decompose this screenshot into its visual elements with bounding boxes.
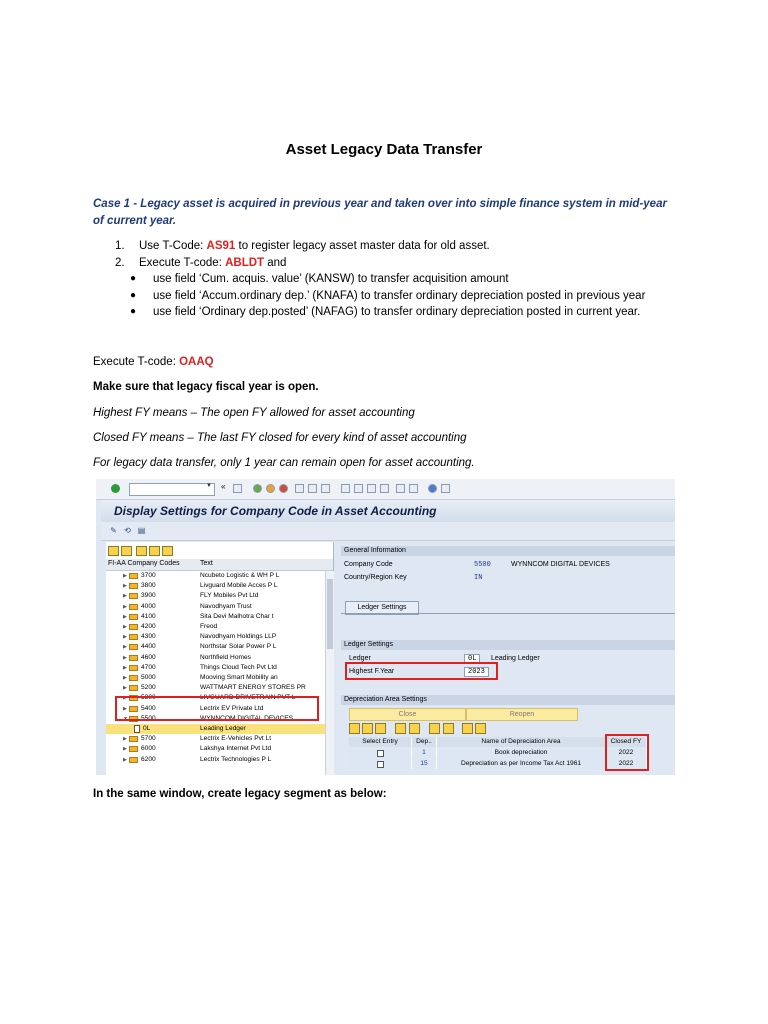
document-icon [134, 725, 140, 733]
bullet-2: ● use field ‘Accum.ordinary dep.’ (KNAFA) to transfer ordinary depreciation posted in previous year [130, 289, 646, 302]
layout-icon[interactable] [443, 723, 454, 734]
folder-icon [129, 757, 138, 763]
step-1: 1. Use T-Code: AS91 to register legacy asset master data for old asset. [115, 240, 490, 252]
company-code-tree [106, 542, 334, 775]
expand-arrow-icon[interactable]: ▶ [123, 624, 127, 630]
expand-arrow-icon[interactable]: ▶ [123, 593, 127, 600]
tree-scrollbar[interactable] [325, 571, 334, 775]
tree-row-name: Sita Devi Malhotra Char t [200, 612, 274, 620]
ledger-label: Ledger [349, 655, 371, 662]
highest-fy-note: Highest FY means – The open FY allowed for asset accounting [93, 407, 415, 419]
tree-row-name: Leading Ledger [200, 725, 246, 732]
tree-row-code: 4200 [141, 623, 156, 630]
settings-icon[interactable] [462, 723, 473, 734]
tree-row-code: 4000 [141, 602, 156, 610]
next-page-icon[interactable] [367, 484, 376, 493]
tree-row-code: 4700 [141, 663, 156, 671]
tree-row-code: 5300 [141, 694, 156, 702]
tree-row-name: Lectrix EV Private Ltd [200, 704, 264, 712]
dep-area-header: Depreciation Area Settings [341, 695, 675, 705]
folder-icon [129, 593, 138, 599]
tree-row-name: Lectrix Technologies P L [200, 755, 272, 763]
info-icon[interactable] [475, 723, 486, 734]
sap-screenshot [96, 479, 675, 775]
tree-row-name: Navodhyam Holdings LLP [200, 633, 277, 641]
scrollbar-thumb[interactable] [327, 579, 333, 649]
folder-icon [129, 624, 138, 630]
tree-row-code: 4600 [141, 653, 156, 661]
folder-icon [129, 604, 138, 610]
col-dep: Dep.. [412, 737, 437, 747]
tree-row-code: 5200 [141, 684, 156, 692]
command-field[interactable] [129, 483, 215, 496]
new-session-icon[interactable] [396, 484, 405, 493]
select-checkbox[interactable] [377, 750, 384, 757]
ledger-settings-header: Ledger Settings [341, 640, 675, 650]
expand-arrow-icon[interactable]: ▼ [123, 715, 128, 722]
exit-icon[interactable] [266, 484, 275, 493]
tree-row[interactable] [106, 734, 333, 744]
tree-row-code: 4300 [141, 633, 156, 641]
filter-icon[interactable] [362, 723, 373, 734]
folder-icon [129, 573, 138, 579]
tree-row-name: Things Cloud Tech Pvt Ltd [200, 663, 277, 671]
layout-icon[interactable] [441, 484, 450, 493]
tree-row[interactable] [106, 744, 333, 754]
tcode-abldt: ABLDT [225, 256, 265, 269]
ledger-field[interactable]: 0L [464, 654, 480, 664]
tree-row-code: 3800 [141, 582, 156, 590]
execute-oaaq: Execute T-code: OAAQ [93, 356, 214, 368]
expand-arrow-icon[interactable]: ▶ [123, 664, 127, 671]
select-entry-cell[interactable] [349, 748, 412, 758]
tree-row-name: FLY Mobiles Pvt Ltd [200, 592, 259, 600]
prev-page-icon[interactable] [354, 484, 363, 493]
tree-row-code: 5700 [141, 735, 156, 743]
find-next-icon[interactable] [149, 546, 160, 556]
tree-row-name: Northfield Homes [200, 653, 251, 661]
collapse-icon[interactable] [121, 546, 132, 556]
dep-cell: 15 [412, 759, 437, 769]
tree-row[interactable] [106, 571, 333, 581]
tab-underline [341, 613, 675, 614]
expand-arrow-icon[interactable]: ▶ [123, 573, 127, 579]
col-closed-fy: Closed FY [606, 737, 647, 747]
tree-row-name: WYNNCOM DIGITAL DEVICES [200, 714, 294, 722]
tree-row[interactable] [106, 653, 333, 663]
tcode-oaaq: OAAQ [179, 356, 214, 368]
folder-icon [129, 736, 138, 742]
tree-row-code: 4100 [141, 612, 156, 620]
details-icon[interactable] [395, 723, 406, 734]
expand-arrow-icon[interactable]: ▶ [123, 583, 127, 590]
tree-header [106, 559, 333, 571]
make-sure-note: Make sure that legacy fiscal year is open. [93, 381, 319, 393]
tree-row[interactable] [106, 612, 333, 622]
bullet-3: ● use field ‘Ordinary dep.posted’ (NAFAG) to transfer ordinary depreciation posted in current year. [130, 306, 641, 318]
tree-row-name: Mooving Smart Mobility an [200, 674, 278, 681]
tree-row-name: Freod [200, 623, 218, 630]
folder-icon [129, 746, 138, 752]
closed-fy-note: Closed FY means – The last FY closed for every kind of asset accounting [93, 432, 467, 444]
help-icon[interactable] [428, 484, 437, 493]
tree-row[interactable] [106, 581, 333, 591]
tree-row-code: 6000 [141, 745, 156, 753]
expand-arrow-icon[interactable]: ▶ [123, 685, 127, 692]
tree-col-company-codes: FI-AA Company Codes [108, 560, 180, 567]
company-name-value: WYNNCOM DIGITAL DEVICES [511, 561, 610, 568]
display-change-icon[interactable]: ⟲ [124, 526, 131, 535]
steps-list [93, 238, 693, 321]
details-panel [339, 542, 675, 775]
sap-system-toolbar [96, 479, 675, 500]
find-icon[interactable] [136, 546, 147, 556]
col-select-entry: Select Entry [349, 737, 412, 747]
tree-row-name: Ncubeto Logistic & WH P L [200, 572, 280, 579]
print-icon[interactable] [295, 484, 304, 493]
company-code-label: Company Code [344, 561, 393, 568]
expand-arrow-icon[interactable]: ▶ [123, 756, 127, 763]
find-icon[interactable] [308, 484, 317, 493]
tree-row[interactable] [106, 673, 333, 683]
folder-icon [129, 644, 138, 650]
select-entry-cell[interactable] [349, 759, 412, 769]
folder-icon [129, 614, 138, 620]
closed-fy-cell: 2022 [606, 748, 647, 758]
case-heading: Case 1 - Legacy asset is acquired in previous year and taken over into simple finance system in mid-year of current year. [93, 198, 667, 227]
shortcut-icon[interactable] [409, 484, 418, 493]
tree-row-name: WATTMART ENERGY STORES PR [200, 684, 306, 692]
tree-row-code: 5400 [141, 704, 156, 712]
tree-row[interactable] [106, 663, 333, 673]
tree-row-code: 5000 [141, 674, 156, 681]
document-title: Asset Legacy Data Transfer [285, 141, 483, 158]
tree-row-name: LIVGUARD DRIVETRAIN PVT L [200, 694, 296, 702]
folder-icon [129, 655, 138, 661]
dep-cell: 1 [412, 748, 437, 758]
tree-row-code: 6200 [141, 755, 156, 763]
sap-title-bar [101, 500, 675, 522]
col-name-dep-area: Name of Depreciation Area [437, 737, 606, 747]
country-label: Country/Region Key [344, 574, 407, 581]
select-checkbox[interactable] [377, 761, 384, 768]
tcode-as91: AS91 [206, 240, 236, 252]
tree-row-name: Livguard Mobile Acces P L [200, 582, 278, 590]
other-object-icon[interactable]: ▤ [137, 526, 146, 535]
general-info-header: General Information [341, 546, 675, 556]
folder-icon [129, 685, 138, 691]
expand-arrow-icon[interactable]: ▶ [123, 695, 127, 702]
export-icon[interactable] [429, 723, 440, 734]
folder-icon [129, 583, 138, 589]
tree-row-code: 3900 [141, 592, 156, 600]
folder-icon [129, 665, 138, 671]
tree-row-code: 4400 [141, 643, 156, 651]
tree-row-name: Lakshya Internet Pvt Ltd [200, 745, 272, 753]
ledger-name: Leading Ledger [491, 655, 540, 662]
chevron-down-icon[interactable]: ▼ [206, 483, 212, 489]
expand-arrow-icon[interactable]: ▶ [123, 634, 127, 641]
highlight-box-highest-fy [345, 662, 498, 680]
print-icon[interactable] [409, 723, 420, 734]
table-toolbar [349, 722, 529, 735]
highlight-box-5500 [115, 696, 319, 721]
tree-row-code: 5500 [141, 714, 156, 722]
highlight-box-closed-fy [605, 734, 649, 771]
sap-screen-title: Display Settings for Company Code in Asset Accounting [114, 504, 437, 518]
tree-row[interactable] [106, 632, 333, 642]
tree-row[interactable] [106, 622, 333, 632]
expand-arrow-icon[interactable]: ▶ [123, 644, 127, 651]
back-icon[interactable] [253, 484, 262, 493]
sap-application-toolbar [101, 522, 675, 541]
country-value: IN [474, 574, 483, 582]
tree-row[interactable] [106, 724, 333, 734]
expand-arrow-icon[interactable]: ▶ [123, 603, 127, 610]
expand-arrow-icon[interactable]: ▶ [123, 736, 127, 743]
expand-arrow-icon[interactable]: ▶ [123, 675, 127, 681]
edit-icon[interactable]: ✎ [110, 526, 117, 535]
expand-icon[interactable] [108, 546, 119, 556]
last-page-icon[interactable] [380, 484, 389, 493]
enter-icon[interactable] [111, 484, 120, 493]
tree-row-code: 3700 [141, 572, 156, 579]
expand-arrow-icon[interactable]: ▶ [123, 613, 127, 620]
dep-name-cell: Depreciation as per Income Tax Act 1961 [437, 759, 606, 769]
reopen-button[interactable]: Reopen [466, 708, 578, 721]
save-icon[interactable] [233, 484, 242, 493]
highest-fy-label: Highest F.Year [349, 668, 395, 675]
tree-toolbar [106, 544, 333, 557]
dep-name-cell: Book depreciation [437, 748, 606, 758]
back-double-icon[interactable]: « [221, 482, 226, 491]
tree-row-name: Northstar Solar Power P L [200, 643, 277, 651]
bullet-1: ● use field ‘Cum. acquis. value’ (KANSW) to transfer acquisition amount [130, 273, 509, 285]
first-page-icon[interactable] [341, 484, 350, 493]
company-code-value: 5500 [474, 561, 491, 569]
select-icon[interactable] [162, 546, 173, 556]
select-all-icon[interactable] [349, 723, 360, 734]
tree-row[interactable] [106, 642, 333, 652]
closed-fy-cell: 2022 [606, 759, 647, 769]
close-button[interactable]: Close [349, 708, 466, 721]
tree-row-name: Navodhyam Trust [200, 602, 252, 610]
tree-row[interactable] [106, 591, 333, 601]
tree-col-text: Text [200, 560, 213, 567]
expand-arrow-icon[interactable]: ▶ [123, 654, 127, 661]
tab-ledger-settings[interactable]: Ledger Settings [345, 601, 419, 615]
tree-row[interactable] [106, 602, 333, 612]
highest-fy-field[interactable]: 2023 [464, 667, 489, 677]
expand-arrow-icon[interactable]: ▶ [123, 705, 127, 712]
tree-row[interactable] [106, 683, 333, 693]
find-next-icon[interactable] [321, 484, 330, 493]
tree-row-code: 0L [143, 725, 151, 732]
step-2: 2. Execute T-code: ABLDT and [115, 256, 287, 269]
folder-icon [129, 634, 138, 640]
sort-icon[interactable] [375, 723, 386, 734]
folder-icon [129, 675, 138, 681]
cancel-icon[interactable] [279, 484, 288, 493]
tree-row-name: Lectrix E-Vehicles Pvt Lt [200, 735, 272, 743]
final-note: In the same window, create legacy segment as below: [93, 788, 387, 800]
legacy-note: For legacy data transfer, only 1 year can remain open for asset accounting. [93, 457, 475, 469]
tree-row[interactable] [106, 755, 333, 765]
expand-arrow-icon[interactable]: ▶ [123, 746, 127, 753]
